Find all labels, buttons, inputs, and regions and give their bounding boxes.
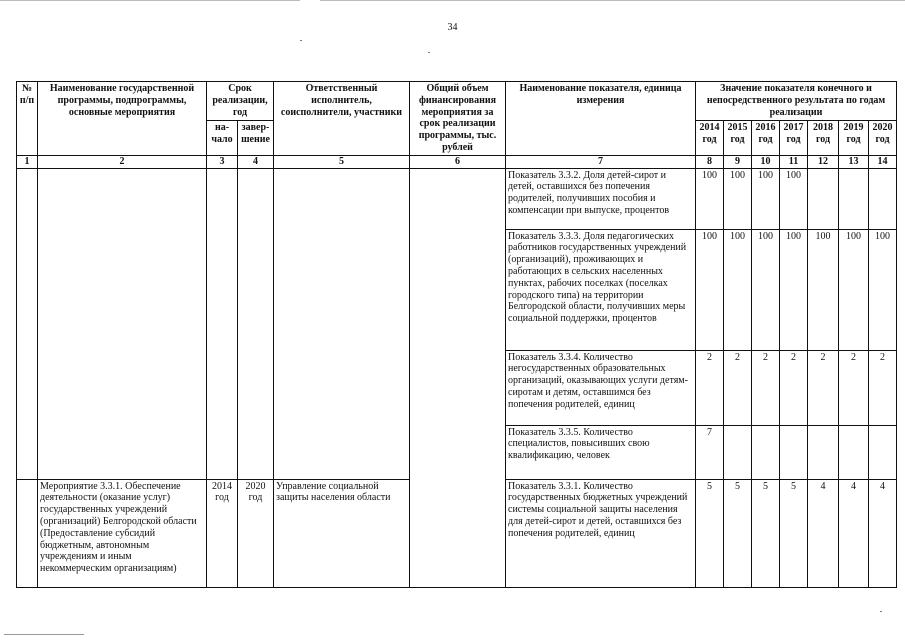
header-num: № п/п (17, 82, 38, 156)
start-cell (207, 168, 238, 479)
value-cell: 100 (780, 229, 808, 350)
value-cell: 5 (696, 479, 724, 587)
bottom-scan-edge (4, 634, 84, 635)
top-scan-edge-right (320, 0, 905, 1)
value-cell: 100 (752, 229, 780, 350)
header-year: 2019 год (839, 121, 869, 155)
header-period-start: на-чало (207, 121, 238, 155)
table-row (17, 168, 897, 229)
value-cell (808, 168, 839, 229)
value-cell: 5 (780, 479, 808, 587)
header-period-end: завер-шение (238, 121, 274, 155)
num-cell (17, 168, 38, 479)
column-number: 6 (410, 155, 506, 168)
top-scan-edge (0, 0, 300, 1)
program-table (16, 81, 897, 588)
program-name-cell: Мероприятие 3.3.1. Обеспечение деятельности (оказание услуг) государственных учреждений (организаций) Белгородской области (Предоставление субсидий бюджетным, автономным учреждениям и иным некоммерческим организациям) (38, 479, 207, 587)
end-cell: 2020 год (238, 479, 274, 587)
value-cell (724, 425, 752, 479)
value-cell (869, 425, 897, 479)
value-cell: 5 (724, 479, 752, 587)
header-indicator: Наименование показателя, единица измерения (506, 82, 696, 156)
value-cell (808, 425, 839, 479)
value-cell (752, 425, 780, 479)
indicator-cell: Показатель 3.3.4. Количество негосударственных образовательных организаций, оказывающих услуги детям-сиротам и детям, оставшимся без попечения родителей, единиц (506, 350, 696, 425)
value-cell: 100 (696, 229, 724, 350)
value-cell: 100 (808, 229, 839, 350)
scan-speck (428, 52, 430, 53)
value-cell: 2 (752, 350, 780, 425)
indicator-cell: Показатель 3.3.1. Количество государственных бюджетных учреждений системы социальной защиты населения для детей-сирот и детей, оставшихся без попечения родителей, единиц (506, 479, 696, 587)
column-number: 3 (207, 155, 238, 168)
value-cell: 5 (752, 479, 780, 587)
value-cell: 7 (696, 425, 724, 479)
value-cell: 100 (752, 168, 780, 229)
value-cell: 100 (724, 229, 752, 350)
value-cell: 2 (839, 350, 869, 425)
value-cell: 2 (696, 350, 724, 425)
value-cell: 4 (839, 479, 869, 587)
start-cell: 2014 год (207, 479, 238, 587)
value-cell: 2 (869, 350, 897, 425)
column-number: 12 (808, 155, 839, 168)
header-financing: Общий объем финансирования мероприятия за срок реализации программы, тыс. рублей (410, 82, 506, 156)
header-year: 2015 год (724, 121, 752, 155)
indicator-cell: Показатель 3.3.5. Количество специалистов, повысивших свою квалификацию, человек (506, 425, 696, 479)
end-cell (238, 168, 274, 479)
column-number: 10 (752, 155, 780, 168)
value-cell: 4 (869, 479, 897, 587)
financing-cell (410, 168, 506, 587)
column-number: 4 (238, 155, 274, 168)
indicator-cell: Показатель 3.3.3. Доля педагогических работников государственных учреждений (организаций), проживающих и работающих в сельских населенных пунктах, рабочих поселках (поселках городского типа) на территории Белгородской области, получивших меры социальной поддержки, процентов (506, 229, 696, 350)
column-number: 11 (780, 155, 808, 168)
value-cell: 100 (869, 229, 897, 350)
header-year: 2018 год (808, 121, 839, 155)
column-number: 14 (869, 155, 897, 168)
value-cell: 2 (724, 350, 752, 425)
value-cell: 100 (780, 168, 808, 229)
header-executor: Ответственный исполнитель, соисполнители, участники (274, 82, 410, 156)
value-cell: 4 (808, 479, 839, 587)
header-period: Срок реализации, год (207, 82, 274, 121)
value-cell: 2 (808, 350, 839, 425)
value-cell: 100 (696, 168, 724, 229)
value-cell: 100 (724, 168, 752, 229)
header-year: 2016 год (752, 121, 780, 155)
header-program-name: Наименование государственной программы, подпрограммы, основные мероприятия (38, 82, 207, 156)
value-cell (839, 425, 869, 479)
program-name-cell (38, 168, 207, 479)
value-cell: 2 (780, 350, 808, 425)
header-year: 2017 год (780, 121, 808, 155)
value-cell (869, 168, 897, 229)
column-number: 5 (274, 155, 410, 168)
header-year: 2020 год (869, 121, 897, 155)
value-cell (780, 425, 808, 479)
page-number: 34 (447, 22, 458, 33)
column-number: 9 (724, 155, 752, 168)
scan-speck (300, 40, 302, 41)
scan-speck (880, 611, 882, 612)
num-cell (17, 479, 38, 587)
header-values-title: Значение показателя конечного и непосредственного результата по годам реализации (696, 82, 897, 121)
value-cell (839, 168, 869, 229)
column-number: 2 (38, 155, 207, 168)
header-year: 2014 год (696, 121, 724, 155)
column-number: 8 (696, 155, 724, 168)
executor-cell: Управление социальной защиты населения области (274, 479, 410, 587)
indicator-cell: Показатель 3.3.2. Доля детей-сирот и детей, оставшихся без попечения родителей, получивших пособия и компенсации при выпуске, процентов (506, 168, 696, 229)
column-number: 13 (839, 155, 869, 168)
column-number: 1 (17, 155, 38, 168)
executor-cell (274, 168, 410, 479)
value-cell: 100 (839, 229, 869, 350)
column-number: 7 (506, 155, 696, 168)
